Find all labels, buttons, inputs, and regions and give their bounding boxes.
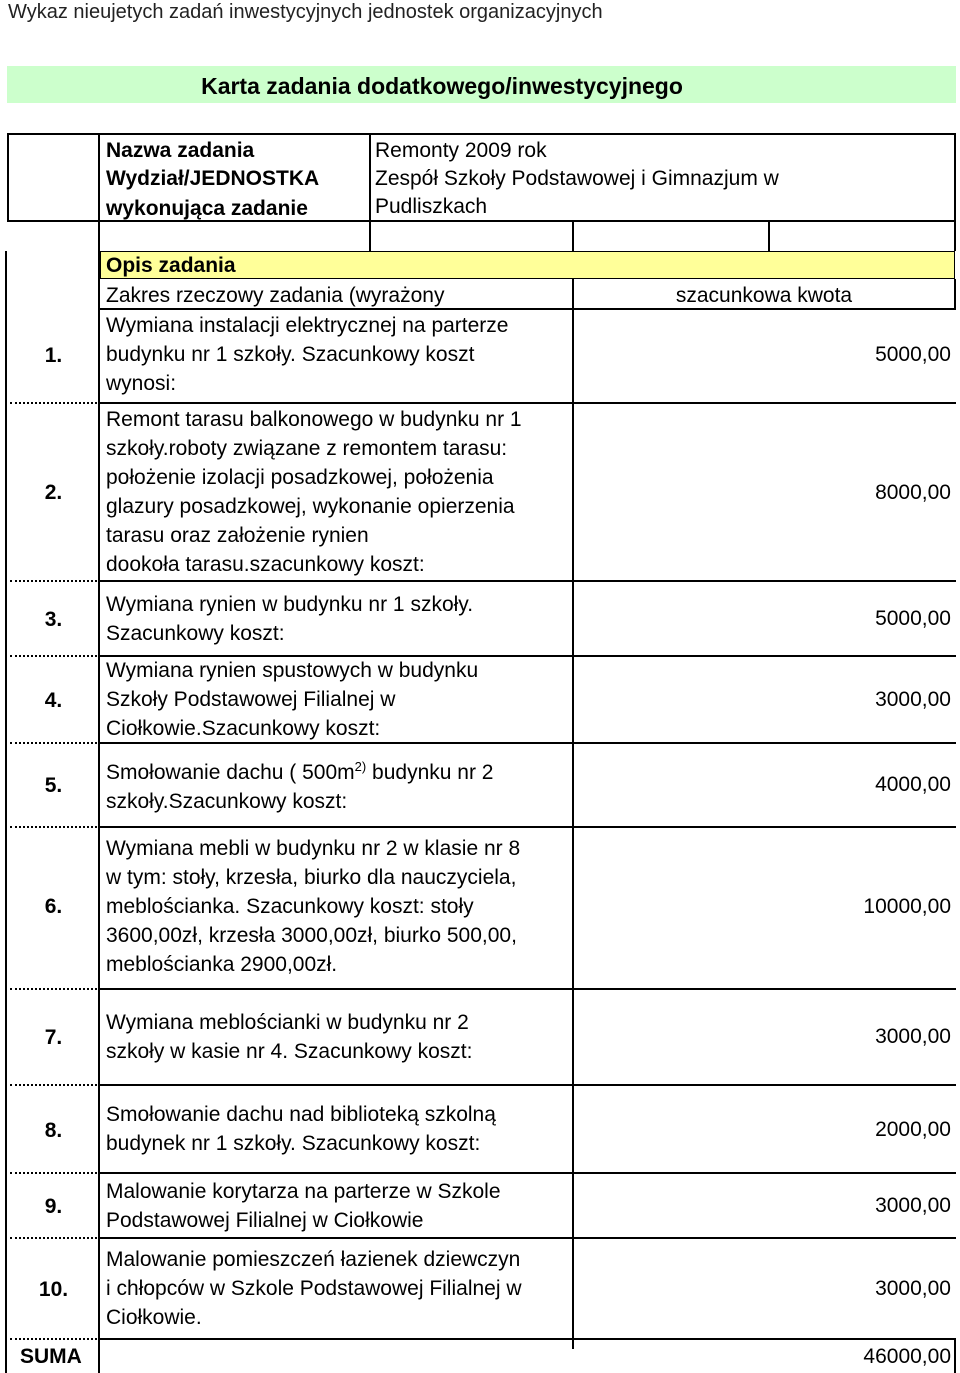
task-name-value: Remonty 2009 rok bbox=[375, 139, 547, 162]
row-separator bbox=[10, 580, 97, 582]
row-amount: 5000,00 bbox=[875, 607, 951, 630]
grid-cell-divider bbox=[768, 220, 770, 251]
row-desc-line: Podstawowej Filialnej w Ciołkowie bbox=[106, 1209, 424, 1232]
scope-bottom-border bbox=[100, 308, 956, 310]
row-separator bbox=[10, 826, 97, 828]
row-amount: 5000,00 bbox=[875, 343, 951, 366]
row-desc-line: Smołowanie dachu nad biblioteką szkolną bbox=[106, 1103, 496, 1126]
row-desc-line: szkoły.roboty związane z remontem tarasu: bbox=[106, 437, 508, 460]
row-desc-line: Wymiana mebli w budynku nr 2 w klasie nr 8 bbox=[106, 837, 521, 860]
row-desc-line: glazury posadzkowej, wykonanie opierzenia bbox=[106, 495, 515, 518]
row-number: 3. bbox=[44, 608, 63, 631]
row-number: 5. bbox=[44, 774, 63, 797]
row-desc-line: w tym: stoły, krzesła, biurko dla nauczyciela, bbox=[106, 866, 517, 889]
row-desc-line: Ciołkowie.Szacunkowy koszt: bbox=[106, 717, 381, 740]
row-desc-line: Szkoły Podstawowej Filialnej w bbox=[106, 688, 396, 711]
row-desc-line: Szacunkowy koszt: bbox=[106, 622, 285, 645]
row-desc-line: szkoły.Szacunkowy koszt: bbox=[106, 790, 348, 813]
row-number: 1. bbox=[44, 344, 63, 367]
row-separator bbox=[100, 826, 956, 828]
row-desc-line: Smołowanie dachu ( $500m^{2)}$ budynku nr 2 bbox=[106, 759, 494, 784]
total-label: SUMA bbox=[20, 1345, 82, 1368]
row-desc-line: Wymiana rynien spustowych w budynku bbox=[106, 659, 479, 682]
row-desc-line: Remont tarasu balkonowego w budynku nr 1 bbox=[106, 408, 522, 431]
row-desc-line: Wymiana rynien w budynku nr 1 szkoły. bbox=[106, 593, 474, 616]
row-separator bbox=[10, 1172, 97, 1174]
scope-label: Zakres rzeczowy zadania (wyrażony bbox=[106, 284, 445, 307]
row-separator bbox=[10, 988, 97, 990]
row-number: 4. bbox=[44, 689, 63, 712]
unit-value-line1: Zespół Szkoły Podstawowej i Gimnazjum w bbox=[375, 167, 779, 190]
row-desc-line: szkoły w kasie nr 4. Szacunkowy koszt: bbox=[106, 1040, 473, 1063]
row-desc-line: meblościanka. Szacunkowy koszt: stoły bbox=[106, 895, 474, 918]
row-separator bbox=[100, 988, 956, 990]
row-amount: 4000,00 bbox=[875, 773, 951, 796]
unit-label-line1: Wydział/JEDNOSTKA bbox=[106, 167, 320, 190]
info-top-border bbox=[7, 133, 956, 135]
row-separator bbox=[10, 1338, 97, 1340]
total-right-border bbox=[954, 1338, 956, 1373]
row-desc-line: budynek nr 1 szkoły. Szacunkowy koszt: bbox=[106, 1132, 481, 1155]
amount-header: szacunkowa kwota bbox=[675, 284, 853, 307]
row-number: 9. bbox=[44, 1195, 63, 1218]
info-right-border bbox=[954, 133, 956, 221]
row-number: 10. bbox=[38, 1278, 69, 1301]
left-border bbox=[5, 251, 7, 1373]
row-desc-line: Ciołkowie. bbox=[106, 1306, 202, 1329]
row-separator bbox=[10, 402, 97, 404]
row-desc-line: Malowanie pomieszczeń łazienek dziewczyn bbox=[106, 1248, 521, 1271]
row-number: 6. bbox=[44, 895, 63, 918]
scope-right-border bbox=[954, 279, 956, 309]
info-divider bbox=[369, 133, 371, 251]
row-separator bbox=[10, 1084, 97, 1086]
row-amount: 8000,00 bbox=[875, 481, 951, 504]
row-separator bbox=[10, 742, 97, 744]
row-desc-line: Wymiana meblościanki w budynku nr 2 bbox=[106, 1011, 469, 1034]
row-desc-line: wynosi: bbox=[106, 372, 177, 395]
row-desc-line: budynku nr 1 szkoły. Szacunkowy koszt bbox=[106, 343, 475, 366]
page-header-title: Wykaz nieujetych zadań inwestycyjnych jednostek organizacyjnych bbox=[8, 1, 603, 23]
unit-label-line2: wykonująca zadanie bbox=[106, 197, 308, 220]
row-desc-line: i chłopców w Szkole Podstawowej Filialnej w bbox=[106, 1277, 522, 1300]
unit-value-line2: Pudliszkach bbox=[375, 195, 488, 218]
opis-heading: Opis zadania bbox=[106, 254, 236, 277]
row-desc-line: dookoła tarasu.szacunkowy koszt: bbox=[106, 553, 425, 576]
task-name-label: Nazwa zadania bbox=[106, 139, 255, 162]
row-separator bbox=[100, 1237, 956, 1239]
row-desc-line: Wymiana instalacji elektrycznej na parterze bbox=[106, 314, 509, 337]
desc-column-border bbox=[572, 279, 574, 1349]
row-amount: 3000,00 bbox=[875, 1025, 951, 1048]
info-left-border bbox=[7, 133, 9, 221]
row-separator bbox=[100, 402, 956, 404]
row-number: 8. bbox=[44, 1119, 63, 1142]
row-separator bbox=[100, 1338, 956, 1340]
row-desc-line: tarasu oraz założenie rynien bbox=[106, 524, 369, 547]
num-column-border bbox=[98, 133, 100, 1373]
row-separator bbox=[10, 655, 97, 657]
row-desc-line: meblościanka 2900,00zł. bbox=[106, 953, 338, 976]
row-amount: 3000,00 bbox=[875, 1194, 951, 1217]
row-number: 7. bbox=[44, 1026, 63, 1049]
row-desc-line: położenie izolacji posadzkowej, położenia bbox=[106, 466, 494, 489]
row-separator bbox=[100, 580, 956, 582]
row-separator bbox=[10, 1237, 97, 1239]
row-amount: 3000,00 bbox=[875, 1277, 951, 1300]
row-desc-line: 3600,00zł, krzesła 3000,00zł, biurko 500,00, bbox=[106, 924, 517, 947]
card-title: Karta zadania dodatkowego/inwestycyjnego bbox=[201, 73, 683, 99]
row-separator bbox=[100, 1172, 956, 1174]
grid-cell-divider bbox=[572, 220, 574, 251]
row-amount: 10000,00 bbox=[863, 895, 951, 918]
row-number: 2. bbox=[44, 481, 63, 504]
row-separator bbox=[100, 1084, 956, 1086]
grid-cell-divider bbox=[954, 220, 956, 251]
row-desc-line: Malowanie korytarza na parterze w Szkole bbox=[106, 1180, 501, 1203]
total-amount: 46000,00 bbox=[863, 1345, 951, 1368]
row-amount: 3000,00 bbox=[875, 688, 951, 711]
row-amount: 2000,00 bbox=[875, 1118, 951, 1141]
